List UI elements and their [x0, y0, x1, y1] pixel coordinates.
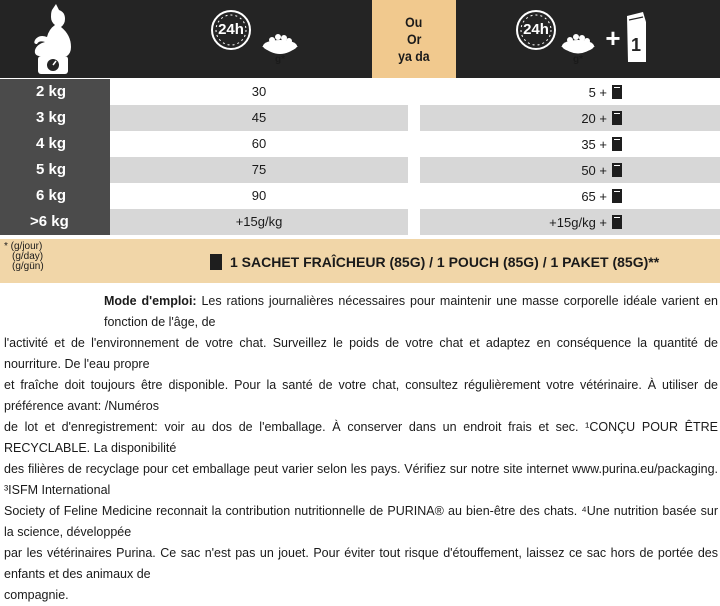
header-or-cell [372, 0, 456, 78]
unit-tr: (g/gün) [12, 261, 44, 272]
pouch-footnote [210, 252, 659, 272]
instructions-line: de lot et d'enregistrement: voir au dos de l'emballage. À conserver dans un endroit frais et sec. ¹CONÇU POUR ÊTRE RECYCLABLE. La disponibilité [4, 420, 718, 455]
dry-amount-cell: 30 [110, 79, 408, 105]
clock-24h-icon [110, 0, 372, 78]
header-mixed-column [456, 0, 720, 78]
pouch-icon [612, 85, 622, 99]
pouch-footnote-text: 1 SACHET FRAÎCHEUR (85G) / 1 POUCH (85G) / 1 PAKET (85G)** [230, 254, 660, 270]
pouch-icon [612, 137, 622, 151]
pouch-icon [612, 215, 622, 229]
mixed-amount-cell: 50 + [420, 157, 720, 183]
mixed-amount-cell: 20 + [420, 105, 720, 131]
header-dry-column [110, 0, 372, 78]
instructions-line: par les vétérinaires Purina. Ce sac n'est pas un jouet. Pour éviter tout risque d'étouffement, laissez ce sac hors de portée des enfants et des animaux de [4, 546, 718, 581]
dry-amount-cell: 60 [110, 131, 408, 157]
unit-en: (g/day) [12, 251, 44, 262]
table-row [0, 209, 720, 235]
clock-label: 24h [218, 21, 244, 38]
instructions-title: Mode d'emploi: [104, 294, 197, 308]
grams-unit: g* [275, 54, 285, 65]
pouch-count: 1 [630, 35, 641, 55]
unit-legend [4, 242, 44, 272]
usage-instructions [4, 291, 718, 606]
instructions-line: Mode d'emploi: Les rations journalières nécessaires pour maintenir une masse corporelle idéale varient en fonction de l'âge, de [104, 294, 718, 329]
table-row [0, 105, 720, 131]
mixed-amount-cell: 5 + [420, 79, 720, 105]
weight-cell: 4 kg [0, 131, 110, 157]
instructions-line: et fraîche doit toujours être disponible. Pour la santé de votre chat, consultez régulièrement votre vétérinaire. À utiliser de préférence avant: /Numéros [4, 378, 718, 413]
instructions-line: des filières de recyclage pour cet emballage peut varier selon les pays. Vérifiez sur notre site internet www.purina.eu/packaging. ³ISFM International [4, 462, 718, 497]
weight-cell: 5 kg [0, 157, 110, 183]
pouch-icon [612, 189, 622, 203]
dry-food-bowl-icon [262, 34, 298, 54]
or-en: Or [406, 30, 422, 47]
dry-amount-cell: 75 [110, 157, 408, 183]
dry-food-bowl-icon [561, 34, 595, 54]
mixed-amount-cell: +15g/kg + [420, 209, 720, 235]
grams-unit: g* [573, 54, 583, 65]
or-fr: Ou [405, 13, 423, 30]
clock-label: 24h [523, 21, 549, 38]
mixed-amount-cell: 65 + [420, 183, 720, 209]
pouch-icon [210, 254, 222, 270]
dry-amount-cell: +15g/kg [110, 209, 408, 235]
weight-cell: >6 kg [0, 209, 110, 235]
pouch-icon [612, 163, 622, 177]
unit-fr: * (g/jour) [4, 241, 43, 252]
table-row [0, 131, 720, 157]
table-row [0, 79, 720, 105]
table-row [0, 157, 720, 183]
table-row [0, 183, 720, 209]
pouch-icon [612, 111, 622, 125]
weight-cell: 2 kg [0, 79, 110, 105]
instructions-line: Society of Feline Medicine reconnait la contribution nutritionnelle de PURINA® au bien-être des chats. ⁴Une nutrition basée sur la science, développée [4, 504, 718, 539]
plus-sign: + [605, 23, 621, 53]
clock-24h-icon [456, 0, 720, 78]
dry-amount-cell: 90 [110, 183, 408, 209]
weight-cell: 6 kg [0, 183, 110, 209]
header-cat-scale-cell [0, 0, 110, 78]
instructions-line: l'activité et de l'environnement de votre chat. Surveillez le poids de votre chat et adaptez en conséquence la quantité de nourriture. De l'eau propre [4, 336, 718, 371]
weight-cell: 3 kg [0, 105, 110, 131]
cat-on-scale-icon [0, 0, 110, 78]
dry-amount-cell: 45 [110, 105, 408, 131]
mixed-amount-cell: 35 + [420, 131, 720, 157]
or-tr: ya da [398, 47, 430, 64]
instructions-line: compagnie. [4, 588, 69, 602]
